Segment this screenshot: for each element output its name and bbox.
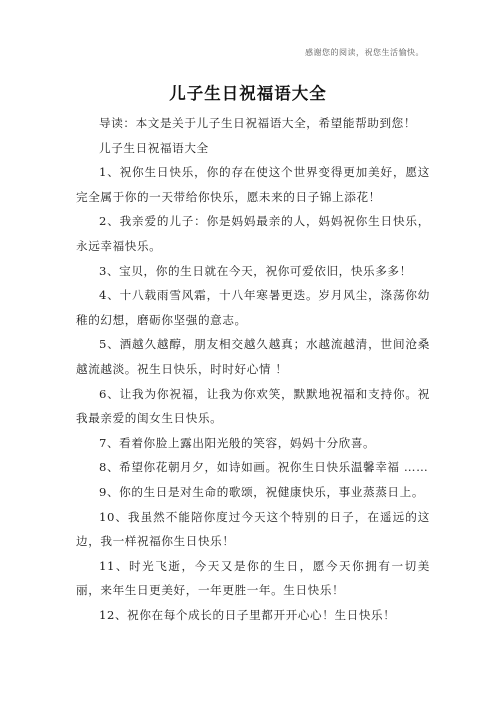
wish-item: 1、祝你生日快乐，你的存在使这个世界变得更加美好，愿这完全属于你的一天带给你快乐，愿未来的日子锦上添花！ — [76, 165, 430, 204]
wish-item: 6、让我为你祝福，让我为你欢笑，默默地祝福和支持你。祝我最亲爱的闺女生日快乐。 — [76, 386, 430, 426]
wish-item: 3、宝贝，你的生日就在今天，祝你可爱依旧，快乐多多！ — [99, 263, 412, 278]
page-title: 儿子生日祝福语大全 — [169, 84, 327, 103]
section-heading: 儿子生日祝福语大全 — [99, 140, 209, 155]
article-body — [76, 111, 430, 627]
wish-item: 11、时光飞逝，今天又是你的生日，愿今天你拥有一切美丽，来年生日更美好，一年更胜一年。生日快乐！ — [76, 558, 430, 598]
wish-item: 9、你的生日是对生命的歌颂，祝健康快乐，事业蒸蒸日上。 — [99, 484, 425, 499]
wish-item: 12、祝你在每个成长的日子里都开开心心！生日快乐！ — [99, 607, 396, 622]
wish-item: 2、我亲爱的儿子：你是妈妈最亲的人，妈妈祝你生日快乐，永远幸福快乐。 — [76, 214, 430, 253]
wish-item: 10、我虽然不能陪你度过今天这个特别的日子，在遥远的这边，我一样祝福你生日快乐！ — [76, 509, 430, 549]
wish-item: 4、十八载雨雪风霜，十八年寒暑更迭。岁月风尘，涤荡你幼稚的幻想，磨砺你坚强的意志。 — [76, 288, 430, 327]
wish-item: 5、酒越久越醇，朋友相交越久越真；水越流越清，世间沧桑越流越淡。祝生日快乐，时时好心情 ！ — [76, 337, 430, 376]
intro-paragraph: 导读：本文是关于儿子生日祝福语大全，希望能帮助到您！ — [99, 116, 417, 130]
header-note: 感谢您的阅读，祝您生活愉快。 — [305, 48, 424, 57]
wish-item: 8、希望你花朝月夕，如诗如画。祝你生日快乐温馨幸福 …… — [99, 460, 429, 475]
wish-item: 7、看着你脸上露出阳光般的笑容，妈妈十分欣喜。 — [99, 435, 376, 450]
